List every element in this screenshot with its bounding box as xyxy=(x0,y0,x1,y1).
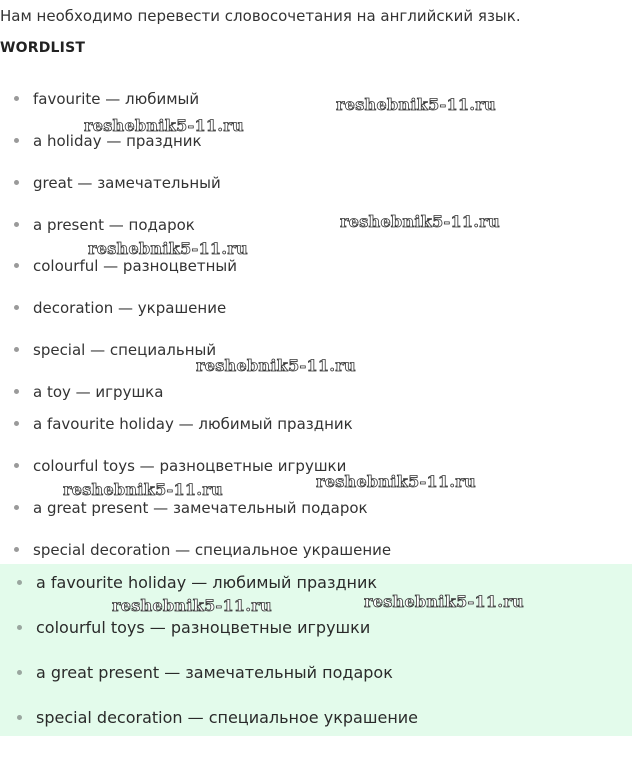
bullet-icon xyxy=(14,96,19,101)
wordlist-item xyxy=(14,381,163,403)
bullet-icon xyxy=(17,625,22,630)
bullet-icon xyxy=(14,463,19,468)
wordlist-item xyxy=(14,413,353,435)
watermark: reshebnik5-11.ru xyxy=(88,239,248,258)
watermark: reshebnik5-11.ru xyxy=(364,592,524,611)
wordlist-item xyxy=(14,172,221,194)
wordlist-item xyxy=(14,255,237,277)
wordlist-item xyxy=(14,88,199,110)
answer-item-text: a favourite holiday — любимый праздник xyxy=(36,573,378,592)
wordlist-item-text: a favourite holiday — любимый праздник xyxy=(33,415,353,433)
wordlist-item-text: colourful toys — разноцветные игрушки xyxy=(33,457,347,475)
watermark: reshebnik5-11.ru xyxy=(316,472,476,491)
answer-item-text: a great present — замечательный подарок xyxy=(36,663,393,682)
wordlist-item xyxy=(14,539,391,561)
wordlist-item xyxy=(14,214,195,236)
answer-item-text: special decoration — специальное украшение xyxy=(36,708,419,727)
wordlist-item-text: a holiday — праздник xyxy=(33,132,202,150)
wordlist-item xyxy=(14,497,368,519)
bullet-icon xyxy=(14,263,19,268)
wordlist-item-text: a toy — игрушка xyxy=(33,383,164,401)
bullet-icon xyxy=(14,389,19,394)
bullet-icon xyxy=(14,222,19,227)
bullet-icon xyxy=(17,715,22,720)
answer-box xyxy=(0,564,632,736)
bullet-icon xyxy=(14,421,19,426)
bullet-icon xyxy=(14,505,19,510)
answer-item-text: colourful toys — разноцветные игрушки xyxy=(36,618,371,637)
wordlist-heading: WORDLIST xyxy=(0,40,86,56)
answer-item xyxy=(17,616,370,640)
bullet-icon xyxy=(14,180,19,185)
wordlist-item xyxy=(14,339,216,361)
wordlist-item-text: colourful — разноцветный xyxy=(33,257,238,275)
watermark: reshebnik5-11.ru xyxy=(196,356,356,375)
wordlist-item-text: a great present — замечательный подарок xyxy=(33,499,368,517)
task-instruction: Нам необходимо перевести словосочетания на английский язык. xyxy=(0,7,521,25)
answer-item xyxy=(17,706,418,730)
watermark: reshebnik5-11.ru xyxy=(112,596,272,615)
watermark: reshebnik5-11.ru xyxy=(84,116,244,135)
bullet-icon xyxy=(14,547,19,552)
wordlist-item-text: a present — подарок xyxy=(33,216,195,234)
bullet-icon xyxy=(14,138,19,143)
watermark: reshebnik5-11.ru xyxy=(63,480,223,499)
answer-item xyxy=(17,571,377,595)
watermark: reshebnik5-11.ru xyxy=(340,212,500,231)
wordlist-item xyxy=(14,455,346,477)
wordlist-item xyxy=(14,297,226,319)
bullet-icon xyxy=(17,670,22,675)
bullet-icon xyxy=(14,305,19,310)
wordlist-item-text: decoration — украшение xyxy=(33,299,227,317)
wordlist-item-text: special — специальный xyxy=(33,341,217,359)
wordlist-item-text: favourite — любимый xyxy=(33,90,200,108)
bullet-icon xyxy=(17,580,22,585)
watermark: reshebnik5-11.ru xyxy=(336,95,496,114)
answer-item xyxy=(17,661,393,685)
wordlist-item-text: great — замечательный xyxy=(33,174,221,192)
wordlist-item-text: special decoration — специальное украшение xyxy=(33,541,392,559)
bullet-icon xyxy=(14,347,19,352)
